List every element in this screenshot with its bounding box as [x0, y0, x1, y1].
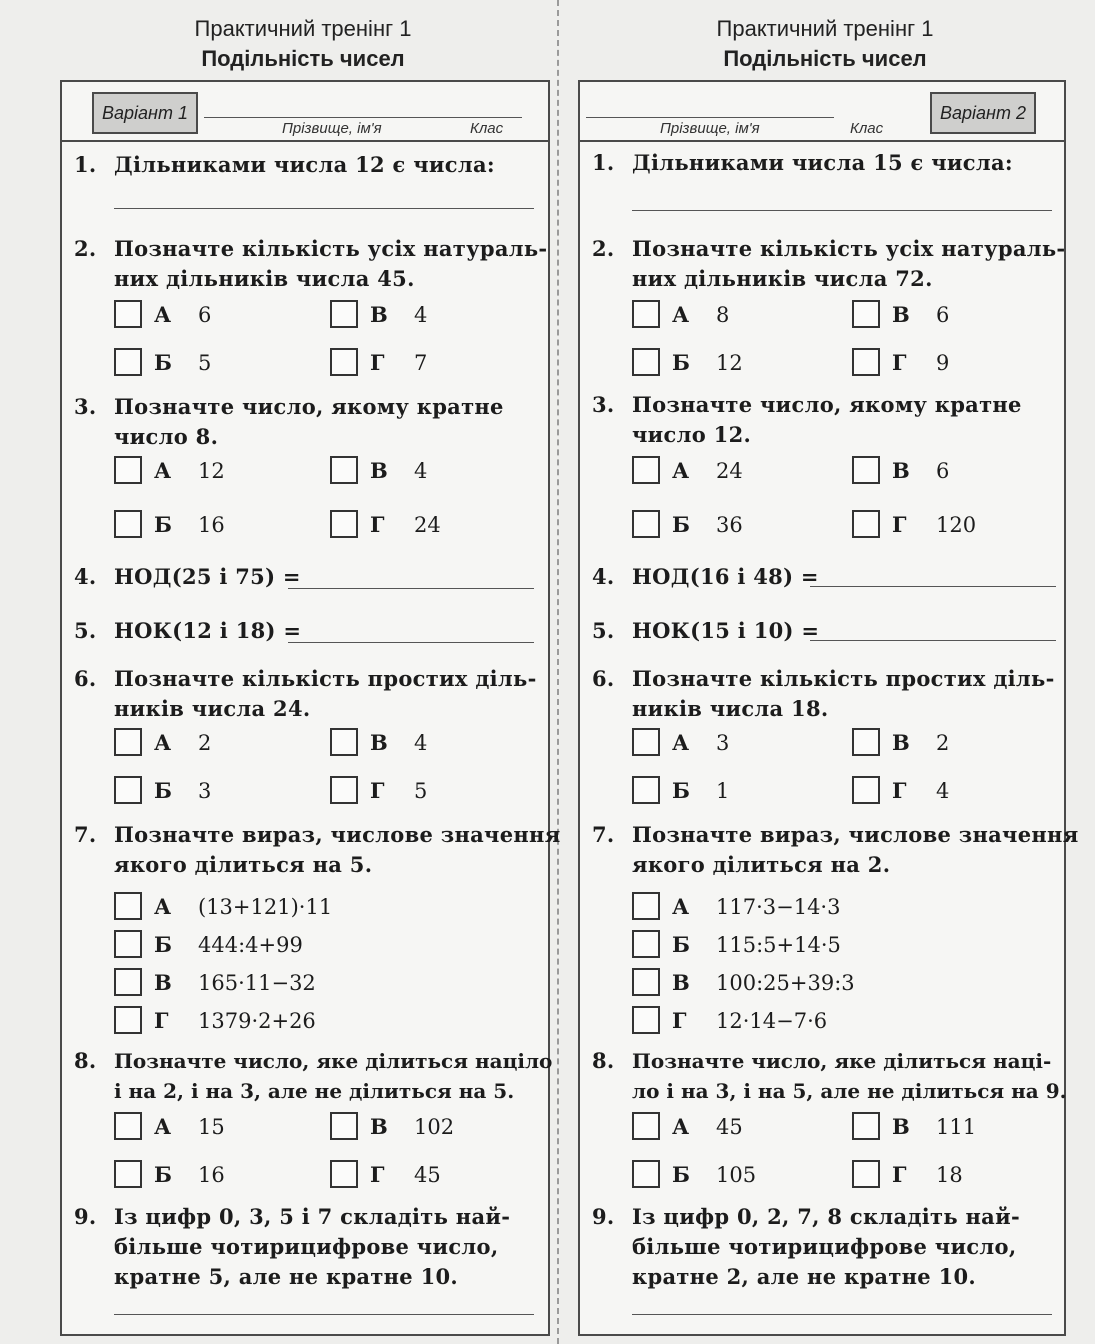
option-value: 45: [414, 1163, 441, 1187]
question-text: число 12.: [632, 422, 752, 447]
question-text: число 8.: [114, 424, 219, 449]
option-letter: Б: [672, 1162, 690, 1187]
question-number: 6.: [592, 666, 615, 691]
question-text: Позначте число, якому кратне: [114, 394, 504, 419]
question-text: ників числа 18.: [632, 696, 829, 721]
question-number: 9.: [592, 1204, 615, 1229]
right-name-field[interactable]: [586, 117, 834, 118]
right-title: Подільність чисел: [723, 46, 927, 71]
checkbox[interactable]: [114, 300, 142, 328]
checkbox[interactable]: [330, 456, 358, 484]
checkbox[interactable]: [330, 1160, 358, 1188]
question-number: 6.: [74, 666, 97, 691]
question-number: 3.: [592, 392, 615, 417]
question-text: Позначте вираз, числове значення: [632, 822, 1079, 847]
option-letter: В: [154, 970, 172, 995]
checkbox[interactable]: [330, 776, 358, 804]
option-letter: А: [672, 730, 690, 755]
checkbox[interactable]: [632, 776, 660, 804]
option-letter: В: [370, 302, 388, 327]
option-value: 12·14−7·6: [716, 1009, 828, 1033]
checkbox[interactable]: [632, 968, 660, 996]
question-text: Позначте кількість простих діль-: [114, 666, 537, 691]
question-text: ників числа 24.: [114, 696, 311, 721]
option-letter: Г: [892, 350, 907, 375]
question-number: 5.: [74, 618, 97, 643]
right-test-sheet: [578, 80, 1079, 1336]
question-text: більше чотирицифрове число,: [632, 1234, 1017, 1259]
option-letter: В: [370, 730, 388, 755]
checkbox[interactable]: [632, 1112, 660, 1140]
option-letter: Б: [672, 932, 690, 957]
option-value: 16: [198, 513, 225, 537]
option-letter: Г: [892, 778, 907, 803]
checkbox[interactable]: [852, 348, 880, 376]
option-letter: В: [892, 730, 910, 755]
option-value: 4: [414, 303, 428, 327]
left-class-caption: Клас: [470, 120, 504, 137]
option-value: 100:25+39:3: [716, 971, 855, 995]
question-text: Позначте вираз, числове значення: [114, 822, 561, 847]
option-value: 102: [414, 1115, 455, 1139]
question-number: 1.: [74, 152, 97, 177]
checkbox[interactable]: [114, 1006, 142, 1034]
checkbox[interactable]: [632, 1160, 660, 1188]
question-number: 2.: [74, 236, 97, 261]
option-value: (13+121)·11: [198, 895, 333, 919]
right-answer-line-4[interactable]: [810, 586, 1056, 587]
option-value: 117·3−14·3: [716, 895, 841, 919]
option-letter: Б: [672, 512, 690, 537]
checkbox[interactable]: [632, 1006, 660, 1034]
checkbox[interactable]: [632, 456, 660, 484]
checkbox[interactable]: [852, 1112, 880, 1140]
question-text: ло і на 3, і на 5, але не ділиться на 9.: [632, 1079, 1067, 1103]
question-text: якого ділиться на 2.: [632, 852, 891, 877]
option-letter: Г: [370, 1162, 385, 1187]
right-heading: [580, 14, 1070, 74]
right-variant-label: Варіант 2: [930, 92, 1036, 134]
option-value: 4: [414, 459, 428, 483]
question-text: них дільників числа 72.: [632, 266, 933, 291]
option-value: 12: [198, 459, 225, 483]
question-number: 9.: [74, 1204, 97, 1229]
question-text: більше чотирицифрове число,: [114, 1234, 499, 1259]
checkbox[interactable]: [114, 776, 142, 804]
checkbox[interactable]: [330, 728, 358, 756]
question-number: 5.: [592, 618, 615, 643]
question-text: Дільниками числа 12 є числа:: [114, 152, 495, 177]
option-letter: А: [154, 894, 172, 919]
question-text: Позначте число, якому кратне: [632, 392, 1022, 417]
checkbox[interactable]: [114, 930, 142, 958]
checkbox[interactable]: [330, 348, 358, 376]
question-text: них дільників числа 45.: [114, 266, 415, 291]
checkbox[interactable]: [114, 968, 142, 996]
option-value: 165·11−32: [198, 971, 316, 995]
option-letter: Б: [154, 1162, 172, 1187]
left-name-caption: Прізвище, ім'я: [282, 120, 382, 137]
question-text: НОД(16 і 48) =: [632, 564, 819, 589]
question-text: Позначте кількість усіх натураль-: [632, 236, 1066, 261]
option-letter: В: [370, 458, 388, 483]
option-letter: В: [672, 970, 690, 995]
option-letter: Г: [370, 778, 385, 803]
question-number: 4.: [74, 564, 97, 589]
option-letter: В: [892, 302, 910, 327]
option-value: 1379·2+26: [198, 1009, 316, 1033]
option-letter: Г: [892, 512, 907, 537]
left-subtitle: Практичний тренінг 1: [194, 16, 412, 41]
right-name-caption: Прізвище, ім'я: [660, 120, 760, 137]
option-letter: В: [892, 458, 910, 483]
option-letter: Г: [154, 1008, 169, 1033]
left-test-sheet: [60, 80, 561, 1336]
question-text: кратне 5, але не кратне 10.: [114, 1264, 459, 1289]
option-value: 24: [716, 459, 743, 483]
option-value: 1: [716, 779, 730, 803]
left-heading: [58, 14, 548, 74]
left-answer-line-1[interactable]: [114, 208, 534, 209]
checkbox[interactable]: [114, 728, 142, 756]
checkbox[interactable]: [632, 348, 660, 376]
question-text: Позначте число, яке ділиться націло: [114, 1049, 553, 1073]
option-value: 111: [936, 1115, 977, 1139]
option-letter: А: [154, 302, 172, 327]
option-value: 4: [414, 731, 428, 755]
checkbox[interactable]: [114, 1112, 142, 1140]
option-letter: А: [672, 302, 690, 327]
left-variant-label: Варіант 1: [92, 92, 198, 134]
option-value: 4: [936, 779, 950, 803]
option-letter: А: [672, 1114, 690, 1139]
option-value: 8: [716, 303, 730, 327]
left-title: Подільність чисел: [201, 46, 405, 71]
question-text: і на 2, і на 3, але не ділиться на 5.: [114, 1079, 515, 1103]
option-letter: А: [154, 730, 172, 755]
left-sheet-header: [62, 82, 548, 142]
question-text: Із цифр 0, 2, 7, 8 складіть най-: [632, 1204, 1020, 1229]
checkbox[interactable]: [330, 1112, 358, 1140]
question-text: Позначте кількість усіх натураль-: [114, 236, 548, 261]
option-letter: А: [154, 458, 172, 483]
checkbox[interactable]: [852, 456, 880, 484]
option-letter: Г: [892, 1162, 907, 1187]
checkbox[interactable]: [114, 510, 142, 538]
left-answer-line-5[interactable]: [288, 642, 534, 643]
question-number: 7.: [592, 822, 615, 847]
checkbox[interactable]: [330, 510, 358, 538]
option-value: 6: [936, 303, 950, 327]
left-answer-line-9[interactable]: [114, 1314, 534, 1315]
option-letter: Г: [672, 1008, 687, 1033]
option-value: 45: [716, 1115, 743, 1139]
checkbox[interactable]: [632, 300, 660, 328]
question-text: якого ділиться на 5.: [114, 852, 373, 877]
right-answer-line-1[interactable]: [632, 210, 1052, 211]
checkbox[interactable]: [852, 510, 880, 538]
option-value: 15: [198, 1115, 225, 1139]
question-number: 7.: [74, 822, 97, 847]
option-letter: А: [672, 458, 690, 483]
question-text: кратне 2, але не кратне 10.: [632, 1264, 977, 1289]
checkbox[interactable]: [632, 892, 660, 920]
right-answer-line-9[interactable]: [632, 1314, 1052, 1315]
checkbox[interactable]: [114, 348, 142, 376]
option-value: 16: [198, 1163, 225, 1187]
option-letter: А: [672, 894, 690, 919]
option-value: 6: [936, 459, 950, 483]
question-text: НОД(25 і 75) =: [114, 564, 301, 589]
option-value: 2: [936, 731, 950, 755]
question-text: НОК(12 і 18) =: [114, 618, 302, 643]
fold-line: [557, 0, 559, 1344]
right-class-caption: Клас: [850, 120, 884, 137]
right-sheet-header: [580, 82, 1064, 142]
option-letter: А: [154, 1114, 172, 1139]
option-value: 36: [716, 513, 743, 537]
question-number: 8.: [74, 1048, 97, 1073]
option-value: 7: [414, 351, 428, 375]
option-value: 18: [936, 1163, 963, 1187]
option-value: 105: [716, 1163, 757, 1187]
left-name-field[interactable]: [204, 117, 522, 118]
checkbox[interactable]: [632, 728, 660, 756]
checkbox[interactable]: [632, 930, 660, 958]
question-text: НОК(15 і 10) =: [632, 618, 820, 643]
checkbox[interactable]: [632, 510, 660, 538]
left-answer-line-4[interactable]: [288, 588, 534, 589]
checkbox[interactable]: [114, 892, 142, 920]
checkbox[interactable]: [852, 776, 880, 804]
checkbox[interactable]: [852, 300, 880, 328]
option-letter: В: [370, 1114, 388, 1139]
question-number: 3.: [74, 394, 97, 419]
option-value: 2: [198, 731, 212, 755]
question-number: 4.: [592, 564, 615, 589]
option-letter: Б: [154, 350, 172, 375]
checkbox[interactable]: [330, 300, 358, 328]
question-text: Із цифр 0, 3, 5 і 7 складіть най-: [114, 1204, 511, 1229]
option-value: 5: [414, 779, 428, 803]
option-value: 3: [198, 779, 212, 803]
option-letter: Б: [154, 778, 172, 803]
right-subtitle: Практичний тренінг 1: [716, 16, 934, 41]
option-value: 5: [198, 351, 212, 375]
option-letter: Б: [672, 778, 690, 803]
option-value: 3: [716, 731, 730, 755]
checkbox[interactable]: [114, 1160, 142, 1188]
option-value: 6: [198, 303, 212, 327]
option-value: 12: [716, 351, 743, 375]
option-letter: Г: [370, 350, 385, 375]
option-letter: Б: [672, 350, 690, 375]
question-number: 8.: [592, 1048, 615, 1073]
question-number: 1.: [592, 150, 615, 175]
checkbox[interactable]: [114, 456, 142, 484]
question-text: Позначте число, яке ділиться наці-: [632, 1049, 1052, 1073]
option-letter: Г: [370, 512, 385, 537]
option-value: 9: [936, 351, 950, 375]
question-number: 2.: [592, 236, 615, 261]
option-value: 120: [936, 513, 977, 537]
right-answer-line-5[interactable]: [810, 640, 1056, 641]
checkbox[interactable]: [852, 1160, 880, 1188]
option-letter: В: [892, 1114, 910, 1139]
option-letter: Б: [154, 512, 172, 537]
checkbox[interactable]: [852, 728, 880, 756]
question-text: Дільниками числа 15 є числа:: [632, 150, 1013, 175]
option-letter: Б: [154, 932, 172, 957]
option-value: 24: [414, 513, 441, 537]
question-text: Позначте кількість простих діль-: [632, 666, 1055, 691]
option-value: 115:5+14·5: [716, 933, 841, 957]
option-value: 444:4+99: [198, 933, 303, 957]
